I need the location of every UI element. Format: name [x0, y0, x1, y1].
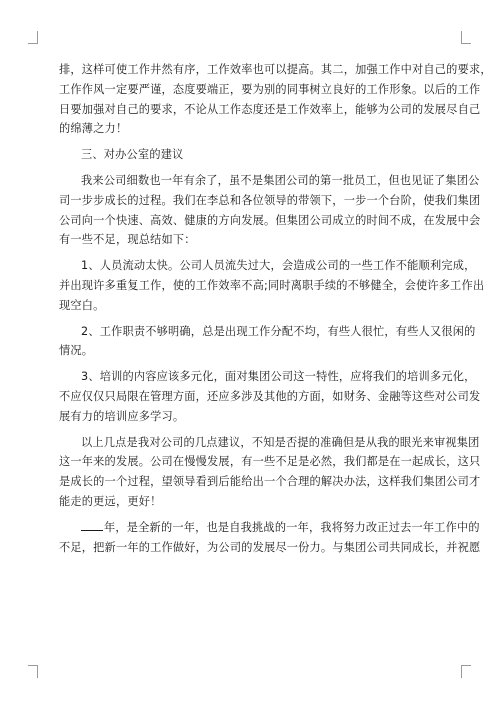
crop-mark-top-left: [28, 31, 38, 44]
text-line: 日要加强对自己的要求，不论从工作态度还是工作效率上，能够为公司的发展尽自己: [59, 102, 481, 116]
crop-mark-top-right: [461, 31, 471, 44]
text-line: 工作作风一定要严谨，态度要端正，要为别的同事树立良好的工作形象。以后的工作: [59, 82, 481, 96]
text-line: 公司向一个快速、高效、健康的方向发展。但集团公司成立的时间不成，在发展中会: [59, 213, 481, 227]
text-line: 情况。: [59, 344, 94, 358]
section-heading: 三、对办公室的建议: [81, 148, 184, 162]
crop-mark-bottom-right: [461, 665, 471, 678]
list-item-text: 3、培训的内容应该多元化，面对集团公司这一特性，应将我们的培训多元化，: [81, 370, 476, 384]
text-line: 是成长的一个过程，望领导看到后能给出一个合理的解决办法，这样我们集团公司才: [59, 475, 481, 489]
list-item-text: 1、人员流动太快。公司人员流失过大，会造成公司的一些工作不能顺利完成，: [81, 259, 476, 273]
text-line: 的绵薄之力！: [59, 122, 128, 136]
text-line: 年，是全新的一年，也是自我挑战的一年，我将努力改正过去一年工作中的: [104, 520, 480, 534]
text-line: 有一些不足，现总结如下：: [59, 233, 196, 247]
list-item-text: 2、工作职责不够明确，总是出现工作分配不均，有些人很忙，有些人又很闲的: [81, 324, 476, 338]
text-line: 司一步步成长的过程。我们在李总和各位领导的带领下，一步一个台阶，使我们集团: [59, 193, 481, 207]
text-line-with-blank: [59, 518, 480, 538]
document-body: [59, 60, 492, 557]
text-line: 能走的更远，更好！: [59, 494, 162, 508]
text-line: 以上几点是我对公司的几点建议，不知是否提的准确但是从我的眼光来审视集团: [81, 435, 480, 449]
text-line: 展有力的培训应多学习。: [59, 409, 185, 423]
text-line: 并出现许多重复工作，使的工作效率不高;同时离职手续的不够健全，会使许多工作出: [59, 278, 485, 292]
crop-mark-bottom-left: [28, 665, 38, 678]
text-line: 排，这样可使工作井然有序，工作效率也可以提高。其二，加强工作中对自己的要求，: [59, 63, 492, 76]
text-line: 不足，把新一年的工作做好，为公司的发展尽一份力。与集团公司共同成长，并祝愿: [59, 540, 481, 554]
text-line: 我来公司细数也一年有余了，虽不是集团公司的第一批员工，但也见证了集团公: [81, 173, 480, 187]
text-line: 不应仅仅只局限在管理方面，还应多涉及其他的方面，如财务、金融等这些对公司发: [59, 389, 481, 403]
fill-in-blank: [81, 519, 103, 531]
text-line: 这一年来的发展。公司在慢慢发展，有一些不足是必然，我们都是在一起成长，这只: [59, 455, 481, 469]
text-line: 现空白。: [59, 298, 105, 312]
